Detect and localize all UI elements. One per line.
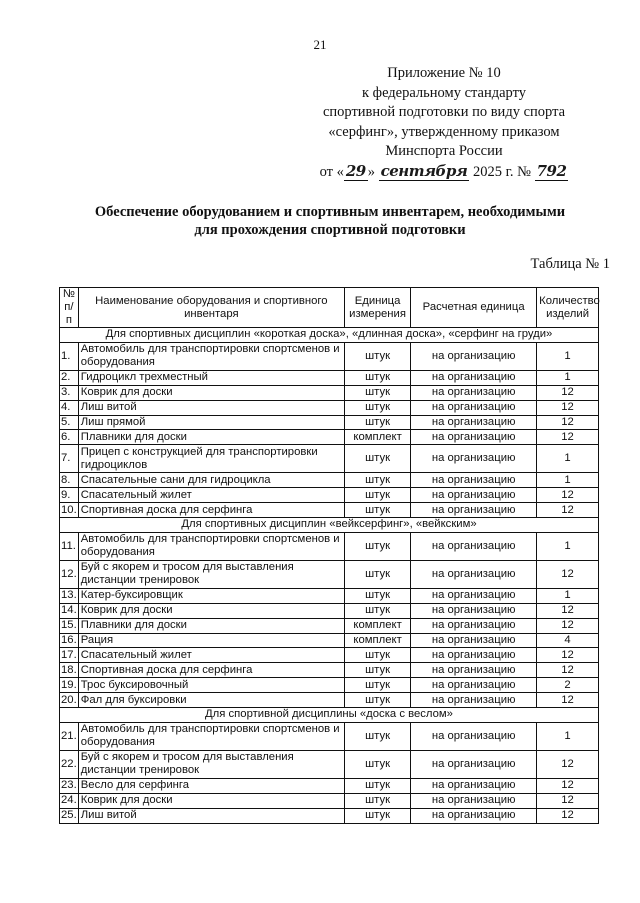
row-number: 3. [60,385,79,400]
table-row [60,473,599,488]
quantity-cell: 12 [537,648,599,663]
date-month: сентября [380,161,468,180]
item-name: Спортивная доска для серфинга [78,503,344,518]
item-name: Спасательные сани для гидроцикла [78,473,344,488]
appendix-header [294,64,594,182]
calc-unit-cell: на организацию [411,342,537,370]
table-header-row [60,288,599,328]
table-row [60,722,599,750]
unit-cell: штук [344,603,410,618]
appendix-line-2: к федеральному стандарту [362,84,526,101]
unit-cell: штук [344,400,410,415]
row-number: 24. [61,794,77,807]
quantity-cell: 12 [537,400,599,415]
item-name: Плавники для доски [78,430,344,445]
table-row [60,400,599,415]
date-prefix: от « [319,163,344,180]
quantity-cell: 12 [537,603,599,618]
equipment-table [59,287,599,824]
date-year: 2025 г. № [472,163,531,180]
quantity-cell: 1 [537,342,599,370]
quantity-cell: 12 [537,560,599,588]
item-name: Рация [78,633,344,648]
row-number: 25. [61,809,77,822]
row-number: 22. [60,750,79,778]
quantity-cell: 12 [537,488,599,503]
unit-cell: комплект [344,430,410,445]
appendix-line-4: «серфинг», утвержденному приказом [328,123,560,140]
row-number: 13. [61,589,77,602]
unit-cell: штук [344,503,410,518]
item-name: Буй с якорем и тросом для выставления дистанции тренировок [78,560,344,588]
table-row [60,778,599,793]
calc-unit-cell: на организацию [411,648,537,663]
item-name: Автомобиль для транспортировки спортсменов и оборудования [78,722,344,750]
row-number: 12. [60,560,79,588]
row-number: 4. [60,400,79,415]
calc-unit-cell: на организацию [411,473,537,488]
order-number: 792 [536,161,567,180]
quantity-cell: 12 [537,663,599,678]
item-name: Спасательный жилет [78,648,344,663]
calc-unit-cell: на организацию [411,778,537,793]
item-name: Катер-буксировщик [78,588,344,603]
calc-unit-cell: на организацию [411,385,537,400]
calc-unit-cell: на организацию [411,560,537,588]
table-row [60,618,599,633]
row-number: 20. [61,693,77,706]
item-name: Коврик для доски [78,603,344,618]
table-label: Таблица № 1 [530,256,610,272]
quantity-cell: 1 [537,473,599,488]
unit-cell: штук [344,342,410,370]
row-number: 8. [60,473,79,488]
appendix-line-3: спортивной подготовки по виду спорта [322,104,566,120]
item-name: Весло для серфинга [78,778,344,793]
calc-unit-cell: на организацию [411,503,537,518]
row-number: 6. [60,430,79,445]
table-row [60,750,599,778]
item-name: Спасательный жилет [78,488,344,503]
unit-cell: штук [344,488,410,503]
item-name: Автомобиль для транспортировки спортсменов и оборудования [78,342,344,370]
quantity-cell: 1 [537,370,599,385]
row-number: 14. [61,604,77,617]
item-name: Буй с якорем и тросом для выставления дистанции тренировок [78,750,344,778]
row-number: 2. [60,370,79,385]
table-body [60,328,599,824]
unit-cell: штук [344,415,410,430]
calc-unit-cell: на организацию [411,603,537,618]
calc-unit-cell: на организацию [411,808,537,823]
table-row [60,663,599,678]
unit-cell: штук [344,473,410,488]
item-name: Трос буксировочный [78,678,344,693]
calc-unit-cell: на организацию [411,532,537,560]
order-date-line [294,162,594,183]
item-name: Коврик для доски [78,793,344,808]
section-header-row [60,518,599,533]
unit-cell: штук [344,693,410,708]
unit-cell: штук [344,793,410,808]
table-row [60,678,599,693]
row-number: 17. [61,648,77,661]
table-row [60,588,599,603]
calc-unit-cell: на организацию [411,588,537,603]
unit-cell: штук [344,678,410,693]
unit-cell: штук [344,778,410,793]
table-row [60,488,599,503]
calc-unit-cell: на организацию [411,415,537,430]
quantity-cell: 12 [537,693,599,708]
table-row [60,342,599,370]
table-row [60,415,599,430]
date-day: 29 [345,161,366,180]
unit-cell: штук [344,722,410,750]
calc-unit-cell: на организацию [411,430,537,445]
item-name: Автомобиль для транспортировки спортсменов и оборудования [78,532,344,560]
quantity-cell: 12 [537,385,599,400]
table-row [60,385,599,400]
item-name: Спортивная доска для серфинга [78,663,344,678]
unit-cell: штук [344,370,410,385]
unit-cell: штук [344,663,410,678]
table-row [60,560,599,588]
item-name: Лиш витой [78,400,344,415]
table-row [60,633,599,648]
row-number: 18. [61,663,77,676]
table-row [60,648,599,663]
table-row [60,603,599,618]
table-row [60,793,599,808]
calc-unit-cell: на организацию [411,618,537,633]
quantity-cell: 12 [537,618,599,633]
section-header-row [60,328,599,343]
item-name: Лиш витой [78,808,344,823]
header-num: № п/п [60,288,79,328]
header-calc: Расчетная единица [411,288,537,328]
table-row [60,430,599,445]
table-row [60,445,599,473]
row-number: 1. [60,342,79,370]
row-number: 21. [60,722,79,750]
row-number: 19. [61,678,77,691]
unit-cell: комплект [344,618,410,633]
unit-cell: штук [344,750,410,778]
title-line-1: Обеспечение оборудованием и спортивным инвентарем, необходимыми [94,204,566,220]
quantity-cell: 12 [537,503,599,518]
header-name: Наименование оборудования и спортивного инвентаря [78,288,344,328]
table-row [60,370,599,385]
unit-cell: комплект [344,633,410,648]
table-row [60,503,599,518]
header-qty: Количество изделий [537,288,599,328]
quantity-cell: 12 [537,750,599,778]
row-number: 5. [60,415,79,430]
quantity-cell: 1 [537,588,599,603]
row-number: 15. [61,619,77,632]
calc-unit-cell: на организацию [411,678,537,693]
calc-unit-cell: на организацию [411,445,537,473]
section-header-row [60,708,599,723]
page-number: 21 [313,37,327,52]
item-name: Прицеп с конструкцией для транспортировки гидроциклов [78,445,344,473]
unit-cell: штук [344,648,410,663]
calc-unit-cell: на организацию [411,488,537,503]
section-title: Для спортивных дисциплин «вейксерфинг», «вейкским» [60,518,599,533]
item-name: Фал для буксировки [78,693,344,708]
item-name: Гидроцикл трехместный [78,370,344,385]
section-title: Для спортивной дисциплины «доска с веслом» [60,708,599,723]
quantity-cell: 12 [537,793,599,808]
quantity-cell: 4 [537,633,599,648]
unit-cell: штук [344,385,410,400]
item-name: Плавники для доски [78,618,344,633]
row-number: 11. [60,532,79,560]
quantity-cell: 12 [537,430,599,445]
calc-unit-cell: на организацию [411,750,537,778]
section-title: Для спортивных дисциплин «короткая доска», «длинная доска», «серфинг на груди» [60,328,599,343]
table-row [60,693,599,708]
item-name: Коврик для доски [78,385,344,400]
unit-cell: штук [344,532,410,560]
table-row [60,808,599,823]
unit-cell: штук [344,588,410,603]
header-unit: Единица измерения [344,288,410,328]
calc-unit-cell: на организацию [411,793,537,808]
row-number: 7. [60,445,79,473]
row-number: 23. [61,779,77,792]
calc-unit-cell: на организацию [411,400,537,415]
quantity-cell: 1 [537,445,599,473]
calc-unit-cell: на организацию [411,370,537,385]
unit-cell: штук [344,808,410,823]
row-number: 9. [60,488,79,503]
row-number: 10. [61,503,77,516]
date-mid: » [367,163,375,180]
unit-cell: штук [344,445,410,473]
quantity-cell: 12 [537,808,599,823]
title-line-2: для прохождения спортивной подготовки [194,222,466,238]
quantity-cell: 2 [537,678,599,693]
appendix-line-1: Приложение № 10 [387,65,501,81]
appendix-line-5: Минспорта России [385,143,503,159]
row-number: 16. [61,634,77,647]
quantity-cell: 1 [537,532,599,560]
unit-cell: штук [344,560,410,588]
calc-unit-cell: на организацию [411,633,537,648]
calc-unit-cell: на организацию [411,663,537,678]
quantity-cell: 12 [537,415,599,430]
quantity-cell: 1 [537,722,599,750]
document-title [40,203,620,239]
calc-unit-cell: на организацию [411,722,537,750]
item-name: Лиш прямой [78,415,344,430]
quantity-cell: 12 [537,778,599,793]
calc-unit-cell: на организацию [411,693,537,708]
table-row [60,532,599,560]
